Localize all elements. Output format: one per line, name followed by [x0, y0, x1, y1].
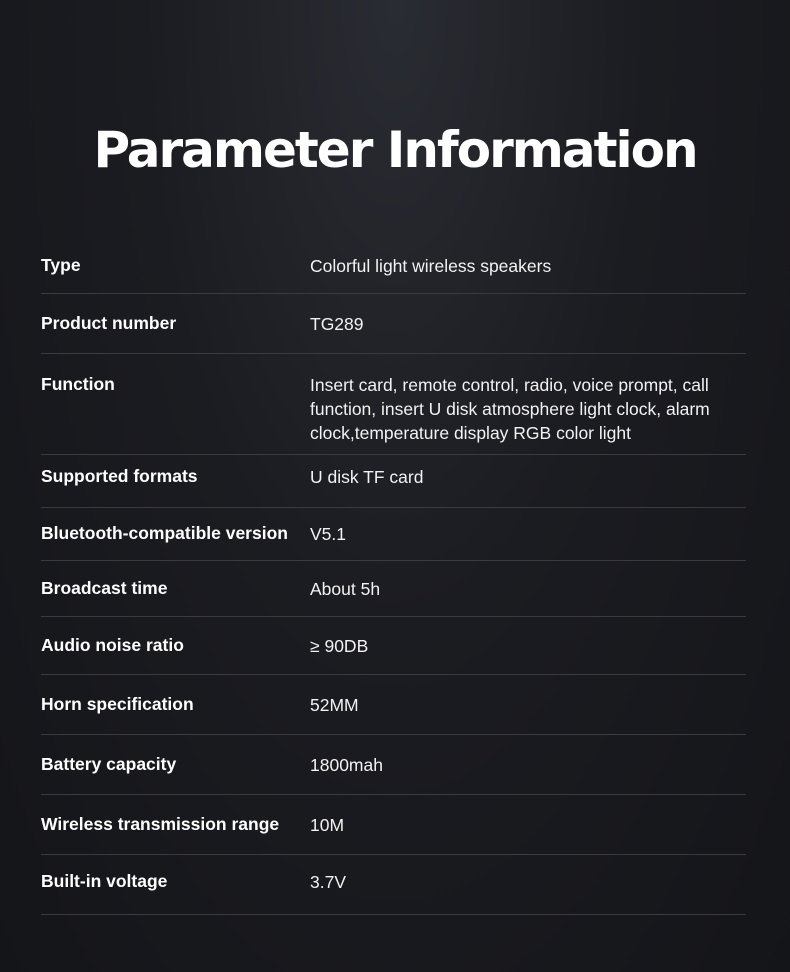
table-row	[41, 455, 746, 508]
table-row	[41, 855, 746, 915]
table-row	[41, 508, 746, 561]
row-label: Wireless transmission range	[41, 814, 280, 834]
row-value: TG289	[310, 314, 364, 334]
table-row	[41, 675, 746, 735]
row-label: Product number	[41, 313, 177, 333]
row-label: Audio noise ratio	[41, 635, 184, 655]
row-label: Type	[41, 255, 81, 275]
row-value: About 5h	[310, 579, 381, 599]
row-label: Function	[41, 374, 115, 394]
table-row	[41, 354, 746, 455]
row-label: Battery capacity	[41, 754, 177, 774]
row-value: Insert card, remote control, radio, voice prompt, call function, insert U disk atmosphere light clock, alarm clock,temperature display RGB color light	[310, 375, 710, 443]
row-value: 3.7V	[310, 872, 346, 892]
table-row	[41, 795, 746, 855]
row-label: Bluetooth-compatible version	[41, 523, 288, 543]
row-value: Colorful light wireless speakers	[310, 256, 552, 276]
row-value: 1800mah	[310, 755, 383, 775]
row-label: Horn specification	[41, 694, 194, 714]
row-label: Broadcast time	[41, 578, 168, 598]
table-row	[41, 735, 746, 795]
row-value: ≥ 90DB	[310, 636, 369, 656]
row-value: 52MM	[310, 695, 359, 715]
table-row	[41, 561, 746, 617]
table-row	[41, 617, 746, 675]
row-value: U disk TF card	[310, 467, 424, 487]
table-row	[41, 236, 746, 294]
row-label: Supported formats	[41, 466, 198, 486]
row-value: 10M	[310, 815, 345, 835]
row-value: V5.1	[310, 524, 346, 544]
table-row	[41, 294, 746, 354]
row-label: Built-in voltage	[41, 871, 168, 891]
page-title: Parameter Information	[93, 121, 697, 179]
